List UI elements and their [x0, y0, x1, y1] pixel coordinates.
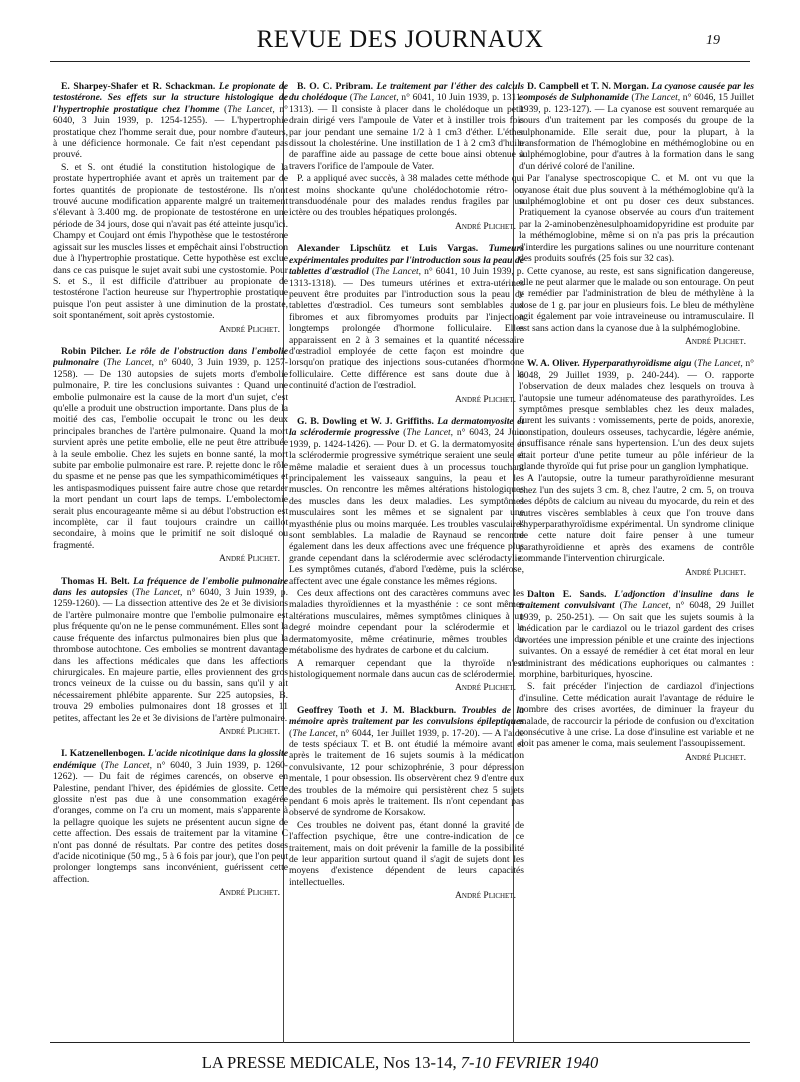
review-signature: André Plichet.	[455, 220, 516, 232]
review-reference: , n° 6048, 29 Juillet 1939, p. 250-251).	[519, 600, 754, 623]
review-signature: André Plichet.	[219, 725, 280, 737]
review-authors: I. Katzenellenbogen.	[61, 748, 146, 760]
review-lead: I. Katzenellenbogen. L'acide nicotinique dans la glossite endémique (The Lancet, n° 6040, 3 Juin 1939, p. 1260-1262). — Du fait de régimes carencés, on observe en Palestine, pendant l'hiver, des épidémies de glossite. Cette glossite n'est pas due à une consommation exagérée d'oranges, comme on l'a cru un moment, mais s'apparente à la pellagre quoique les sujets ne présentent aucun signe de cette affection. Des essais de traitement par la vitamine C n'ont pas donné de résultats. Par contre des petites doses d'acide nicotinique (50 mg., 5 à 6 fois par jour), que l'on peut prolonger longtemps sans inconvénient, guérissent cette affection.	[53, 748, 288, 885]
review-article	[289, 243, 524, 405]
review-lead: G. B. Dowling et W. J. Griffiths. La dermatomyosite et la sclérodermie progressive (The Lancet, n° 6043, 24 Juin 1939, p. 1424-1426). — Pour D. et G. la dermatomyosite et la sclérodermie progressive symétrique seraient une seule et même maladie et seraient dues à un processus touchant principalement les vaisseaux sanguins, la peau et les muscles. On rencontre les mêmes altérations histologiques des muscles dans les deux maladies. Les symptômes musculaires sont les mêmes et se signalent par une myasthénie plus ou moins marquée. Les troubles vasculaires sont semblables. La maladie de Raynaud se rencontre également dans les deux affections avec une fréquence plus grande cependant dans la sclérodermie avec sclérodactylie. Les symptômes cutanés, d'abord l'œdème, puis la sclérose, affectent avec une égale constance les mêmes régions.	[289, 415, 524, 587]
review-paragraph: — La cyanose est souvent remarquée au cours d'un traitement par les composés du groupe de la sulphonamide. Elle serait due, pour la plupart, à la transformation de l'hémoglobine en méthémoglobine ou en sulphémoglobine, pour d'autres à la formation dans le sang d'un dérivé coloré de l'aniline.	[519, 103, 754, 172]
review-journal: The Lancet	[622, 600, 669, 612]
text-column-3	[519, 81, 754, 1041]
review-title: Troubles de la mémoire après traitement par les convulsions épileptiques	[289, 704, 524, 728]
review-title: La fréquence de l'embolie pulmonaire dans les autopsies	[53, 575, 288, 599]
review-lead: W. A. Oliver. Hyperparathyroïdisme aigu (The Lancet, n° 6048, 29 Juillet 1939, p. 240-244). — O. rapporte l'observation de deux malades chez lesquels on trouva à l'autopsie une tumeur adénomateuse des parathyroïdes. Les symptômes presque semblables chez les deux malades, furent les suivants : vomissements, perte de poids, anorexie, constipation, douleurs osseuses, tachycardie, légère anémie, insuffisance rénale sans hypertension. L'un des deux sujets était porteur d'une petite tumeur au pôle inférieur de la glande thyroïde qui fut prise pour un ganglion lymphatique.	[519, 358, 754, 472]
review-title: La cyanose causée par les composés de Sulphonamide	[519, 81, 754, 104]
review-article	[53, 346, 288, 565]
footer-rule	[50, 1042, 750, 1043]
review-paragraph: — A l'aide de tests spéciaux T. et B. ont étudié la mémoire avant et après le traitement de 16 sujets soumis à la médication convulsivante, 12 pour schizophrénie, 3 pour dépression mentale, 1 pour obsession. Ils observèrent chez 9 d'entre eux des troubles de la mémoire qui persistèrent chez 5 sujets pendant 6 mois après le traitement. Ils n'ont cependant pas observé de syndrome de Korsakow.	[289, 727, 524, 819]
review-article	[519, 81, 754, 347]
review-journal: The Lancet	[406, 427, 451, 439]
review-reference: , n° 6041, 10 Juin 1939, p. 1313-1318).	[289, 266, 524, 289]
review-journal: The Lancet	[697, 358, 741, 370]
review-paragraph: — L'hypertrophie prostatique chez l'homme serait due, pour nombre d'auteurs, à une déficience hormonale. Ce fait n'est cependant pas prouvé.	[53, 115, 288, 161]
text-column-2	[289, 81, 524, 1041]
review-reference: , n° 6040, 3 Juin 1939, p. 1260-1262).	[53, 759, 288, 783]
review-article	[289, 81, 524, 232]
review-paragraph: — Des tumeurs utérines et extra-utérines peuvent être produites par l'introduction sous la peau de tablettes d'œstradiol. Ces tumeurs sont semblables aux fibromes et aux fibromyomes produits par l'injection longtemps prolongée d'hormone folliculaire. Elles apparaissent en 2 à 3 semaines et la quantité nécessaire d'œstradiol employée de cette façon est moindre que lorsqu'on pratique des injections sous-cutanées d'hormone folliculaire. Cette différence est sans doute due à la continuité d'action de l'œstradiol.	[289, 277, 524, 392]
review-lead: Dalton E. Sands. L'adjonction d'insuline dans le traitement convulsivant (The Lancet, n° 6048, 29 Juillet 1939, p. 250-251). — On sait que les sujets soumis à la médication par le cardiazol ou le triazol gardent des crises avortées une impression pénible et une crainte des injections suivantes. On a essayé de remédier à cet état moral en leur administrant des médications euphoriques ou calmantes : morphine, barbituriques, hyoscine.	[519, 589, 754, 680]
review-authors: Dalton E. Sands.	[527, 589, 607, 601]
review-authors: W. A. Oliver.	[527, 358, 580, 370]
review-article	[53, 576, 288, 738]
review-lead: Robin Pilcher. Le rôle de l'obstruction dans l'embolie pulmonaire (The Lancet, n° 6040, 3 Juin 1939, p. 1257-1258). — De 130 autopsies de sujets morts d'embolie pulmonaire, P. tire les conclusions suivantes : Quand une embolie pulmonaire est la cause de la mort d'un sujet, c'est qu'elle a produit une obstruction importante. Dans plus de la moitié des cas, l'embolie occupait le tronc ou les deux principales branches de l'artère pulmonaire. Quand la mort survient après une petite embolie, elle ne peut être attribuée à la seule embolie. Chez les sujets en bonne santé, la mort subite par embolie pulmonaire est rare. P. rejette donc le rôle du spasme et ne pense pas que les sympathicomimétiques et les antispasmodiques puissent faire autre chose que retarder la mort pendant un court laps de temps. L'embolectomie serait plus encourageante même si au début l'obstruction est incomplète, car il faut toujours craindre un caillot secondaire, à moins que le primitif ne soit disloqué ou fragmenté.	[53, 345, 288, 551]
review-title: Le rôle de l'obstruction dans l'embolie pulmonaire	[53, 345, 288, 369]
review-article	[53, 81, 288, 335]
review-paragraph: — La dissection attentive des 2e et 3e divisions de l'artère pulmonaire montre que l'embolie pulmonaire est plus fréquente qu'on ne le pense communément. Elles sont la cause fréquente des infarctus pulmonaires bien plus que la thrombose autochtone. Ces embolies se montrent davantage dans les affections médicales que dans les affections chirurgicales. En majeure partie, elles proviennent des gros troncs veineux de la cuisse ou du bassin, sans qu'il y ait nécessairement phlébite apparente. Sur 225 autopsies, B. trouva 29 embolies pulmonaires dont 18 grosses et 11 petites, affectant les 2e et 3e divisions de l'artère pulmonaire.	[53, 598, 288, 724]
review-journal: The Lancet	[353, 92, 397, 104]
text-column-1	[53, 81, 288, 1041]
review-authors: E. Sharpey-Shafer et R. Schackman.	[61, 81, 216, 92]
review-lead: Alexander Lipschütz et Luis Vargas. Tumeurs expérimentales produites par l'introduction sous la peau de tablettes d'œstradiol (The Lancet, n° 6041, 10 Juin 1939, p. 1313-1318). — Des tumeurs utérines et extra-utérines peuvent être produites par l'introduction sous la peau de tablettes d'œstradiol. Ces tumeurs sont semblables aux fibromes et aux fibromyomes produits par l'injection longtemps prolongée d'hormone folliculaire. Elles apparaissent en 2 à 3 semaines et la quantité nécessaire d'œstradiol employée de cette façon est moindre que lorsqu'on pratique des injections sous-cutanées d'hormone folliculaire. Cette différence est sans doute due à la continuité d'action de l'œstradiol.	[289, 243, 524, 392]
review-paragraph: — Pour D. et G. la dermatomyosite et la sclérodermie progressive symétrique seraient une seule et même maladie et seraient dues à un processus touchant principalement les vaisseaux sanguins, la peau et les muscles. On rencontre les mêmes altérations histologiques des muscles dans les deux maladies. Les symptômes musculaires sont les mêmes et se signalent par une myasthénie plus ou moins marquée. Les troubles vasculaires sont semblables. La maladie de Raynaud se rencontre également dans les deux affections avec une fréquence plus grande cependant dans la sclérodermie avec sclérodactylie. Les symptômes cutanés, d'abord l'œdème, puis la sclérose, affectent avec une égale constance les mêmes régions.	[289, 438, 524, 587]
review-article	[289, 416, 524, 694]
review-article	[519, 358, 754, 578]
review-signature: André Plichet.	[455, 890, 516, 902]
review-authors: B. O. C. Pribram.	[297, 81, 374, 92]
review-paragraph: A l'autopsie, outre la tumeur parathyroïdienne mesurant chez l'un des sujets 3 cm. 8, chez l'autre, 2 cm. 5, on trouva des dépôts de calcium au niveau du myocarde, du rein et des autres viscères semblables à ceux que l'on trouve dans l'hyperparathyroïdisme expérimental. Un syndrome clinique de cette nature doit faire penser à une tumeur parathyroïdienne et après des examens de contrôle commande l'intervention chirurgicale.	[519, 473, 754, 565]
review-paragraph: — O. rapporte l'observation de deux malades chez lesquels on trouva à l'autopsie une tumeur adénomateuse des parathyroïdes. Les symptômes presque semblables chez les deux malades, furent les suivants : vomissements, perte de poids, anorexie, constipation, douleurs osseuses, tachycardie, légère anémie, insuffisance rénale sans hypertension. L'un des deux sujets était porteur d'une petite tumeur au pôle inférieur de la glande thyroïde qui fut prise pour un ganglion lymphatique.	[519, 369, 754, 472]
review-reference: , n° 6044, 1er Juillet 1939, p. 17-20).	[335, 727, 480, 739]
review-authors: D. Campbell et T. N. Morgan.	[527, 81, 649, 92]
review-paragraph: S. fait précéder l'injection de cardiazol d'injections d'insuline. Cette médication aurait l'avantage de réduire le nombre des crises avortées, de diminuer la frayeur du malade, de raccourcir la période de confusion ou d'excitation consécutive à une crise. La dose d'insuline est variable et ne doit pas amener le coma, mais seulement l'assoupissement.	[519, 681, 754, 750]
review-reference: , n° 6040, 3 Juin 1939, p. 1254-1255).	[53, 103, 288, 127]
review-lead: D. Campbell et T. N. Morgan. La cyanose causée par les composés de Sulphonamide (The Lancet, n° 6046, 15 Juillet 1939, p. 123-127). — La cyanose est souvent remarquée au cours d'un traitement par les composés du groupe de la sulphonamide. Elle serait due, pour la plupart, à la transformation de l'hémoglobine en méthémoglobine ou en sulphémoglobine, pour d'autres à la formation dans le sang d'un dérivé coloré de l'aniline.	[519, 81, 754, 172]
page-footer	[0, 1053, 800, 1073]
review-reference: , n° 6041, 10 Juin 1939, p. 1311-1313).	[289, 92, 524, 115]
review-journal: The Lancet	[375, 266, 419, 278]
review-lead: E. Sharpey-Shafer et R. Schackman. Le propionate de testostérone. Ses effets sur la structure histologique de l'hypertrophie prostatique chez l'homme (The Lancet, n° 6040, 3 Juin 1939, p. 1254-1255). — L'hypertrophie prostatique chez l'homme serait due, pour nombre d'auteurs, à une déficience hormonale. Ce fait n'est cependant pas prouvé.	[53, 81, 288, 161]
header-rule	[50, 61, 750, 62]
review-authors: Thomas H. Belt.	[61, 575, 130, 587]
review-authors: Robin Pilcher.	[61, 345, 122, 357]
review-authors: G. B. Dowling et W. J. Griffiths.	[297, 415, 434, 427]
review-paragraph: — Du fait de régimes carencés, on observe en Palestine, pendant l'hiver, des épidémies de glossite. Cette glossite n'est pas due à une consommation exagérée d'oranges, comme on l'a cru un moment, mais s'apparente à la pellagre quoique les sujets ne présentent aucun signe de cette affection. Des essais de traitement par la vitamine C n'ont pas donné de résultats. Par contre des petites doses d'acide nicotinique (50 mg., 5 à 6 fois par jour), que l'on peut prolonger longtemps sans inconvénient, guérissent cette affection.	[53, 771, 288, 885]
review-article	[289, 705, 524, 902]
review-authors: Alexander Lipschütz et Luis Vargas.	[297, 243, 479, 255]
review-title: Le traitement par l'éther des calculs du cholédoque	[289, 81, 524, 104]
review-signature: André Plichet.	[685, 751, 746, 763]
review-paragraph: — On sait que les sujets soumis à la médication par le cardiazol ou le triazol gardent des crises avortées une impression pénible et une crainte des injections suivantes. On a essayé de remédier à cet état moral en leur administrant des médications euphoriques ou calmantes : morphine, barbituriques, hyoscine.	[519, 611, 754, 680]
review-paragraph: S. et S. ont étudié la constitution histologique de la prostate hypertrophiée avant et après un traitement par de fortes quantités de propionate de testostérone. Ils n'ont trouvé aucune modification apparente malgré un traitement s'élevant à 3.400 mg. de propionate de testostérone en une période de 34 jours, dose qui n'avait pas été atteinte jusqu'ici. Champy et Coujard ont émis l'hypothèse que le testostérone agissait sur les muscles lisses et empêchait ainsi l'obstruction due à l'hypertrophie prostatique. Cette hypothèse est exclue dans ce cas puisque le sujet avait subi une cystostomie. Pour S. et S., il est difficile d'attribuer au propionate de testostérone l'action heureuse sur l'hypertrophie prostatique puisque l'on peut assister à une diminution de la prostate, soit spontanément, soit après cystostomie.	[53, 161, 288, 322]
review-title: Le propionate de testostérone. Ses effets sur la structure histologique de l'hypertrophie prostatique chez l'homme	[53, 81, 288, 115]
review-signature: André Plichet.	[219, 553, 280, 565]
review-reference: , n° 6040, 3 Juin 1939, p. 1259-1260).	[53, 587, 288, 610]
review-journal: The Lancet	[104, 759, 150, 771]
review-title: L'acide nicotinique dans la glossite endémique	[53, 748, 288, 771]
review-authors: Geoffrey Tooth et J. M. Blackburn.	[297, 704, 457, 716]
review-title: La dermatomyosite et la sclérodermie progressive	[289, 415, 524, 439]
review-paragraph: — De 130 autopsies de sujets morts d'embolie pulmonaire, P. tire les conclusions suivantes : Quand une embolie pulmonaire est la cause de la mort d'un sujet, c'est qu'elle a produit une obstruction importante. Dans plus de la moitié des cas, l'embolie occupait le tronc ou les deux principales branches de l'artère pulmonaire. Quand la mort survient après une petite embolie, elle ne peut être attribuée à la seule embolie. Chez les sujets en bonne santé, la mort subite par embolie pulmonaire est rare. P. rejette donc le rôle du spasme et ne pense pas que les sympathicomimétiques et les antispasmodiques puissent faire autre chose que retarder la mort pendant un court laps de temps. L'embolectomie serait plus encourageante même si au début l'obstruction est incomplète, car il faut toujours craindre un caillot secondaire, à moins que le primitif ne soit disloqué ou fragmenté.	[53, 368, 288, 551]
footer-journal: LA PRESSE MEDICALE,	[201, 1053, 380, 1072]
review-journal: The Lancet	[135, 587, 181, 599]
review-title: L'adjonction d'insuline dans le traitement convulsivant	[519, 589, 754, 612]
review-paragraph: Cette cyanose, au reste, est sans signification dangereuse, elle ne peut alarmer que le malade ou son entourage. On peut y remédier par l'administration de bleu de méthylène à la dose de 1 g. par jour en plusieurs fois. Le bleu de méthylène agit également par voie intraveineuse ou intramusculaire. Il est sans action dans la cyanose due à la sulphémoglobine.	[519, 265, 754, 334]
review-signature: André Plichet.	[455, 393, 516, 405]
footer-date: 7-10 FEVRIER 1940	[460, 1053, 599, 1072]
review-journal: The Lancet	[106, 357, 152, 369]
review-paragraph: Par l'analyse spectroscopique C. et M. ont vu que la cyanose était due plus souvent à la méthémoglobine qu'à la sulphémoglobine et ont pu doser ces deux substances. Pratiquement la cyanose observée au cours d'un traitement par la 2-aminobenzènesulphoamidopyridine est produite par la méthémoglobine, même si on n'a pas pris la précaution d'interdire les purgations salines ou une nourriture contenant des produits soufrés (25 fois sur 32 cas).	[519, 173, 754, 265]
footer-issue: Nos 13-14,	[383, 1053, 457, 1072]
review-reference: , n° 6046, 15 Juillet 1939, p. 123-127).	[519, 92, 754, 115]
review-signature: André Plichet.	[219, 887, 280, 899]
page-number: 19	[706, 33, 720, 48]
review-lead: B. O. C. Pribram. Le traitement par l'éther des calculs du cholédoque (The Lancet, n° 6041, 10 Juin 1939, p. 1311-1313). — Il consiste à placer dans le cholédoque un petit drain dirigé vers l'ampoule de Vater et à instiller trois fois par jour pendant une semaine 1/2 à 1 cm3 d'éther. L'éther dissout la cholestérine. Une instillation de 1 à 2 cm3 d'huile de paraffine aide au passage de cette boue ainsi obtenue à travers l'orifice de l'ampoule de Vater.	[289, 81, 524, 172]
review-signature: André Plichet.	[685, 566, 746, 578]
review-title: Tumeurs expérimentales produites par l'introduction sous la peau de tablettes d'œstradiol	[289, 243, 524, 278]
review-article	[519, 589, 754, 763]
review-reference: , n° 6048, 29 Juillet 1939, p. 240-244).	[519, 358, 754, 381]
review-signature: André Plichet.	[455, 682, 516, 694]
review-reference: , n° 6043, 24 Juin 1939, p. 1424-1426).	[289, 427, 524, 450]
page-header-title: REVUE DES JOURNAUX	[256, 26, 544, 53]
review-paragraph: A remarquer cependant que la thyroïde n'est histologiquement normale dans aucun cas de sclérodermie.	[289, 657, 524, 680]
review-journal: The Lancet	[634, 92, 678, 104]
review-lead: Thomas H. Belt. La fréquence de l'embolie pulmonaire dans les autopsies (The Lancet, n° 6040, 3 Juin 1939, p. 1259-1260). — La dissection attentive des 2e et 3e divisions de l'artère pulmonaire montre que l'embolie pulmonaire est plus fréquente qu'on ne le pense communément. Elles sont la cause fréquente des infarctus pulmonaires bien plus que la thrombose autochtone. Ces embolies se montrent davantage dans les affections médicales que dans les affections chirurgicales. En majeure partie, elles proviennent des gros troncs veineux de la cuisse ou du bassin, sans qu'il y ait nécessairement phlébite apparente. Sur 225 autopsies, B. trouva 29 embolies pulmonaires dont 18 grosses et 11 petites, affectant les 2e et 3e divisions de l'artère pulmonaire.	[53, 575, 288, 724]
review-paragraph: Ces troubles ne doivent pas, étant donné la gravité de l'affection psychique, être une contre-indication de ce traitement, mais on doit prévenir la famille de la possibilité de leur apparition surtout quand il s'agit de sujets dont les moyens d'existence dépendent de leurs capacités intellectuelles.	[289, 819, 524, 888]
review-paragraph: — Il consiste à placer dans le cholédoque un petit drain dirigé vers l'ampoule de Vater et à instiller trois fois par jour pendant une semaine 1/2 à 1 cm3 d'éther. L'éther dissout la cholestérine. Une instillation de 1 à 2 cm3 d'huile de paraffine aide au passage de cette boue ainsi obtenue à travers l'orifice de l'ampoule de Vater.	[289, 103, 524, 172]
review-title: Hyperparathyroïdisme aigu	[582, 358, 692, 370]
review-paragraph: P. a appliqué avec succès, à 38 malades cette méthode qui est moins shockante qu'une cholédochotomie rétro- ou transduodénale pour des malades rendus fragiles par un ictère ou des troubles hépatiques prolongés.	[289, 173, 524, 219]
review-lead: Geoffrey Tooth et J. M. Blackburn. Troubles de la mémoire après traitement par les convulsions épileptiques (The Lancet, n° 6044, 1er Juillet 1939, p. 17-20). — A l'aide de tests spéciaux T. et B. ont étudié la mémoire avant et après le traitement de 16 sujets soumis à la médication convulsivante, 12 pour schizophrénie, 3 pour dépression mentale, 1 pour obsession. Ils observèrent chez 9 d'entre eux des troubles de la mémoire qui persistèrent chez 5 sujets pendant 6 mois après le traitement. Ils n'ont cependant pas observé de syndrome de Korsakow.	[289, 704, 524, 819]
review-reference: , n° 6040, 3 Juin 1939, p. 1257-1258).	[53, 357, 288, 380]
review-journal: The Lancet	[292, 727, 336, 739]
review-paragraph: Ces deux affections ont des caractères communs avec les maladies thyroïdiennes et la myasthénie : ce sont mêmes altérations musculaires, mêmes symptômes cliniques à un degré moindre cependant pour la sclérodermie et la dermatomyosite, même créatinurie, mêmes troubles du métabolisme des hydrates de carbone et du calcium.	[289, 588, 524, 657]
review-article	[53, 748, 288, 898]
review-signature: André Plichet.	[685, 335, 746, 347]
review-journal: The Lancet	[227, 103, 273, 115]
review-signature: André Plichet.	[219, 323, 280, 335]
